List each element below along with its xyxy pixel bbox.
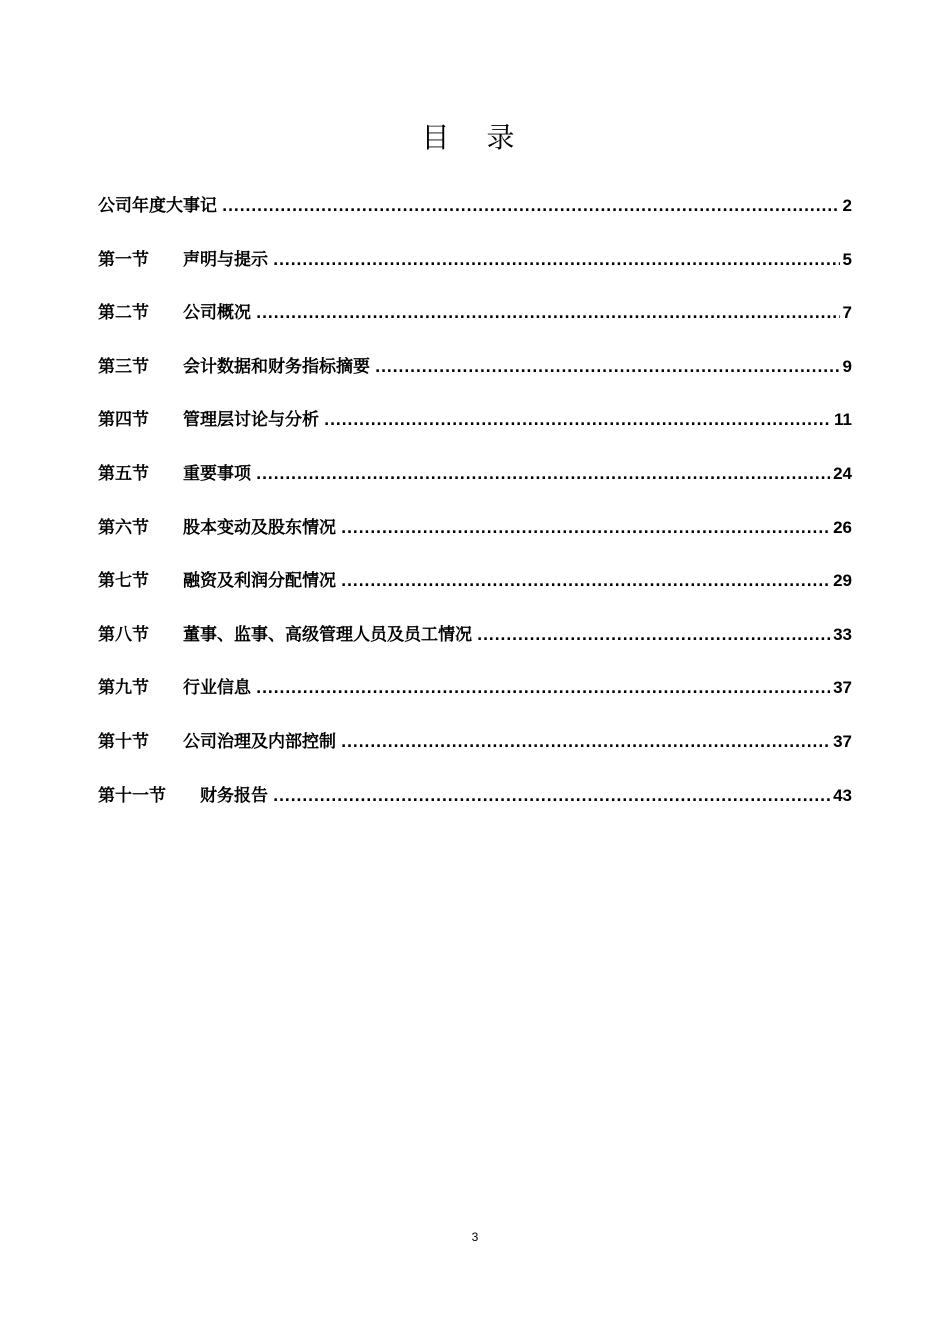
toc-entry-label: 公司概况 bbox=[183, 303, 251, 324]
toc-entry-section-4[interactable] bbox=[98, 406, 852, 460]
toc-entry-annual-events[interactable] bbox=[98, 192, 852, 246]
page-title: 目 录 bbox=[421, 121, 529, 154]
toc-entry-label: 融资及利润分配情况 bbox=[183, 571, 336, 592]
toc-entry-page: 37 bbox=[833, 731, 852, 751]
toc-entry-label: 行业信息 bbox=[183, 678, 251, 699]
toc-entry-section: 第二节 bbox=[98, 303, 149, 324]
table-of-contents bbox=[98, 192, 852, 835]
toc-dot-leader bbox=[375, 353, 840, 382]
toc-entry-section-11[interactable] bbox=[98, 782, 852, 836]
toc-entry-page: 24 bbox=[833, 463, 852, 483]
toc-entry-section: 第七节 bbox=[98, 571, 149, 592]
toc-entry-page: 9 bbox=[842, 356, 852, 376]
toc-dot-leader bbox=[256, 460, 830, 489]
toc-entry-section-2[interactable] bbox=[98, 299, 852, 353]
page-number: 3 bbox=[471, 1230, 479, 1244]
toc-entry-page: 7 bbox=[842, 303, 852, 323]
toc-dot-leader bbox=[273, 782, 830, 811]
toc-entry-label: 管理层讨论与分析 bbox=[183, 410, 319, 431]
toc-entry-section-6[interactable] bbox=[98, 514, 852, 568]
toc-entry-section: 第八节 bbox=[98, 624, 149, 645]
toc-entry-section: 第五节 bbox=[98, 463, 149, 484]
toc-entry-page: 37 bbox=[833, 678, 852, 698]
toc-entry-label: 会计数据和财务指标摘要 bbox=[183, 356, 370, 377]
toc-entry-page: 29 bbox=[833, 571, 852, 591]
toc-entry-section-9[interactable] bbox=[98, 674, 852, 728]
toc-entry-section-1[interactable] bbox=[98, 246, 852, 300]
toc-entry-page: 26 bbox=[833, 517, 852, 537]
toc-dot-leader bbox=[273, 246, 840, 275]
toc-entry-label: 公司治理及内部控制 bbox=[183, 731, 336, 752]
toc-entry-label: 股本变动及股东情况 bbox=[183, 517, 336, 538]
toc-entry-section-7[interactable] bbox=[98, 567, 852, 621]
toc-entry-section-10[interactable] bbox=[98, 728, 852, 782]
toc-entry-label: 公司年度大事记 bbox=[98, 196, 217, 216]
toc-dot-leader bbox=[341, 728, 830, 757]
toc-dot-leader bbox=[341, 567, 830, 596]
toc-dot-leader bbox=[324, 406, 831, 435]
toc-entry-section-5[interactable] bbox=[98, 460, 852, 514]
toc-entry-section-8[interactable] bbox=[98, 621, 852, 675]
toc-dot-leader bbox=[256, 674, 830, 703]
toc-dot-leader bbox=[256, 299, 840, 328]
toc-entry-label: 重要事项 bbox=[183, 463, 251, 484]
toc-entry-section: 第十一节 bbox=[98, 785, 166, 806]
toc-entry-section: 第三节 bbox=[98, 356, 149, 377]
toc-entry-page: 43 bbox=[833, 785, 852, 805]
toc-entry-section: 第六节 bbox=[98, 517, 149, 538]
toc-entry-label: 董事、监事、高级管理人员及员工情况 bbox=[183, 624, 472, 645]
toc-entry-section: 第四节 bbox=[98, 410, 149, 431]
toc-entry-section-3[interactable] bbox=[98, 353, 852, 407]
toc-entry-page: 2 bbox=[842, 196, 852, 215]
toc-dot-leader bbox=[477, 621, 830, 650]
toc-entry-page: 11 bbox=[834, 410, 852, 430]
toc-entry-label: 财务报告 bbox=[200, 785, 268, 806]
toc-entry-section: 第十节 bbox=[98, 731, 149, 752]
toc-entry-page: 5 bbox=[842, 249, 852, 269]
toc-entry-label: 声明与提示 bbox=[183, 249, 268, 270]
toc-dot-leader bbox=[341, 514, 830, 543]
toc-entry-page: 33 bbox=[833, 624, 852, 644]
toc-dot-leader bbox=[222, 192, 840, 221]
toc-entry-section: 第九节 bbox=[98, 678, 149, 699]
toc-entry-section: 第一节 bbox=[98, 249, 149, 270]
